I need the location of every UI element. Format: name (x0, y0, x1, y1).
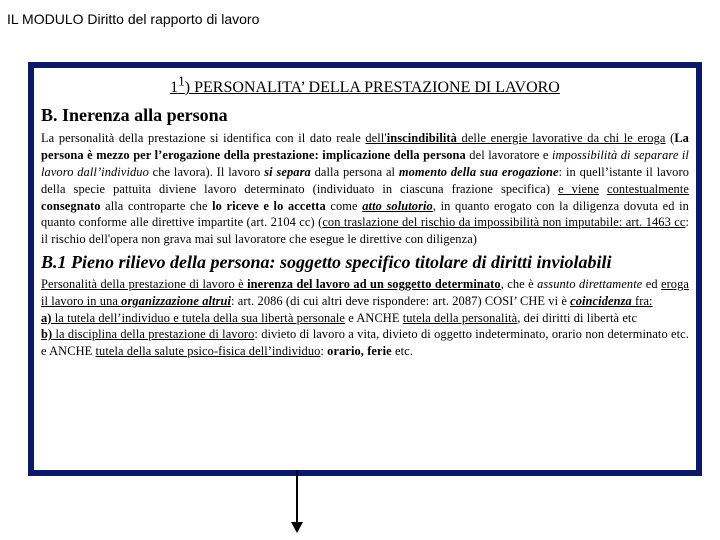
text-run: delle energie lavorative da chi le eroga (456, 131, 666, 146)
emphasis-coincidenza: coincidenza (570, 293, 632, 308)
text-run: : (320, 344, 328, 359)
text-run: : in quell’istante il lavoro della specie pattuita diviene lavoro determinato (individuato in ciascuna frazione specifica) (41, 164, 689, 196)
text-run: : il rischio dell'opera non grava mai sul lavoratore che esegue le direttive con diligenza) (41, 215, 689, 247)
text-run: : divieto di lavoro a vita, divieto di oggetto indeterminato, orario non determinato etc. e ANCHE (41, 327, 689, 359)
emphasis-impossibilita: impossibilità di separare il lavoro dall’individuo (41, 148, 689, 179)
text-run: dalla persona al (310, 164, 399, 179)
emphasis-riceve-accetta: lo riceve e lo accetta (212, 198, 326, 213)
text-run: del lavoratore e (465, 148, 552, 163)
item-a (41, 310, 689, 327)
slide-title (41, 74, 689, 97)
text-run (365, 131, 665, 145)
course-title: IL MODULO Diritto del rapporto di lavoro (7, 11, 260, 27)
title-superscript: 1 (178, 74, 185, 89)
text-run: , dei diritti di libertà etc (517, 310, 638, 325)
text-run: : art. 2086 (di cui altri deve rispondere: art. 2087) COSI’ CHE vi è (231, 293, 571, 308)
text-run: dell' (365, 131, 387, 146)
title-label: ) PERSONALITA’ DELLA PRESTAZIONE DI LAVORO (184, 79, 560, 97)
down-arrow-icon (289, 470, 305, 535)
slide-content (41, 74, 689, 360)
emphasis-consegnato: consegnato (41, 198, 101, 213)
emphasis-momento-erogazione: momento della sua erogazione (398, 164, 559, 179)
slide-title-text (170, 74, 560, 97)
emphasis-persona-mezzo: La persona è mezzo per l’erogazione della prestazione: implicazione della persona (41, 131, 689, 163)
text-run: ( (665, 131, 675, 146)
text-run: che lavora). Il lavoro (148, 164, 265, 179)
section-b1-heading: B.1 Pieno rilievo della persona: soggetto specifico titolare di diritti inviolabili (41, 251, 612, 272)
title-number: 1 (170, 79, 179, 97)
item-a-marker: a) (41, 310, 52, 325)
emphasis-atto-solutorio: atto solutorio (362, 198, 433, 213)
section-b1-paragraph (41, 276, 689, 310)
emphasis-assunto: assunto direttamente (537, 276, 643, 291)
text-run: Personalità (41, 276, 98, 291)
text-run: con traslazione del rischio da impossibilità non imputabile: art. 1463 cc (322, 215, 686, 230)
emphasis-organizzazione-altrui: organizzazione altrui (121, 293, 232, 308)
text-run: contestualmente (606, 181, 689, 196)
item-b (41, 326, 689, 360)
text-run: e ANCHE (345, 310, 403, 325)
slide-frame (28, 62, 702, 476)
emphasis-inscindibilita: inscindibilità (386, 131, 457, 146)
text-run: la tutela dell’individuo e tutela della sua libertà personale (51, 310, 346, 325)
section-b-heading: B. Inerenza alla persona (41, 105, 228, 126)
text-run: eroga il lavoro in una (41, 276, 690, 308)
text-run: come (325, 198, 363, 213)
text-run: alla controparte che (100, 198, 213, 213)
text-run (599, 182, 607, 196)
text-run: la disciplina della prestazione di lavoro (52, 327, 255, 342)
text-run: fra: (631, 293, 653, 308)
emphasis-inerenza: inerenza del lavoro ad un soggetto determinato (247, 276, 501, 291)
text-run: e viene (558, 181, 599, 196)
text-run: , che è (500, 276, 538, 291)
section-b-paragraph (41, 130, 689, 248)
emphasis-orario-ferie: orario, ferie (327, 344, 392, 359)
text-run: tutela della salute psico-fisica dell’individuo (95, 344, 321, 359)
text-run: etc. (391, 344, 413, 359)
text-run: tutela della personalità (402, 310, 518, 325)
emphasis-si-separa: si separa (264, 164, 311, 179)
text-run: , in quanto erogato con la diligenza dovuta ed in quanto conforme alle direttive impartite (art. 2104 cc) ( (41, 198, 689, 230)
text-run: La personalità della prestazione si identifica con il dato reale (41, 131, 366, 146)
item-b-marker: b) (41, 327, 53, 342)
text-run: ed (642, 276, 661, 291)
text-run: della prestazione di lavoro è (97, 276, 248, 291)
